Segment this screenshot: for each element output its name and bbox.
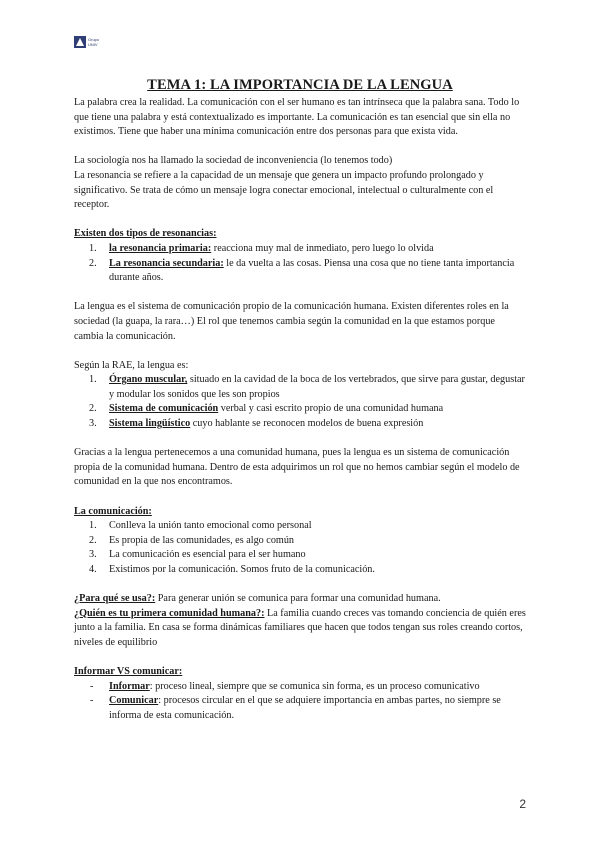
list-term: Comunicar [109,695,159,707]
rae-list [74,373,526,431]
list-item [74,548,526,563]
list-text: Existimos por la comunicación. Somos fruto de la comunicación. [109,564,375,575]
list-text: verbal y casi escrito propio de una comunidad humana [218,403,444,415]
list-term: Informar [109,680,150,692]
list-text: cuyo hablante se reconocen modelos de buena expresión [190,418,424,430]
gracias-paragraph: Gracias a la lengua pertenecemos a una comunidad humana, pues la lengua es un sistema de comunicación propia de la comunidad humana. Dentro de esta adquirimos un rol que no hemos cambiar según el modelo de comunidad en la que nos encontramos. [74,447,520,488]
list-text: reacciona muy mal de inmediato, pero luego lo olvida [211,242,434,254]
list-text: La comunicación es esencial para el ser humano [109,549,306,561]
logo-text [88,37,99,47]
tipos-heading: Existen dos tipos de resonancias: [74,228,217,240]
comunicacion-heading: La comunicación: [74,505,152,517]
list-term: La resonancia secundaria: [109,257,224,269]
list-number: 2. [89,534,97,546]
list-item [74,417,526,432]
lengua-paragraph: La lengua es el sistema de comunicación propio de la comunicación humana. Existen diferentes roles en la sociedad (la guapa, la rara…) El rol que tenemos cambia según la comunidad en la que estamos porque cambia la comunicación. [74,301,509,342]
list-number: 3. [89,549,97,561]
rae-heading: Según la RAE, la lengua es: [74,359,189,371]
intro-paragraph: La palabra crea la realidad. La comunicación con el ser humano es tan intrínseca que la palabra sana. Todo lo que tiene una palabra y está contextualizado es importante. La comunicación es tan esencial que sin ella no existimos. Tiene que haber una mínima comunicación entre dos personas para que exista vida. [74,97,520,138]
list-term: Sistema de comunicación [109,403,219,415]
list-text: : proceso lineal, siempre que se comunica sin forma, es un proceso comunicativo [149,680,480,692]
list-item [74,373,526,402]
list-text: situado en la cavidad de la boca de los vertebrados, que sirve para gustar, degustar y modular los sonidos que les son propios [109,374,525,400]
primera-paragraph [74,607,526,651]
list-item [74,402,526,417]
primera-answer: La familia cuando creces vas tomando conciencia de quién eres junto a la familia. En casa se forma dinámicas familiares que hacen que todos tengan sus roles creando cortos, niveles de equilibrio [74,607,526,648]
logo-icon [74,36,86,48]
list-number: 4. [89,564,97,575]
list-term: Órgano muscular, [109,374,188,386]
list-item [74,563,526,578]
list-item [74,694,526,723]
list-dash: - [90,695,94,707]
list-text: Conlleva la unión tanto emocional como personal [109,520,312,532]
list-number: 3. [89,418,97,430]
list-number: 2. [89,403,97,415]
logo [74,36,134,50]
list-text: Es propia de las comunidades, es algo común [109,534,295,546]
page-title: TEMA 1: LA IMPORTANCIA DE LA LENGUA [147,77,453,93]
informar-heading: Informar VS comunicar: [74,666,183,678]
informar-list [74,680,526,724]
list-dash: - [90,680,94,692]
document-body [74,76,526,724]
list-item [74,257,526,286]
list-number: 1. [89,242,97,254]
para-que-answer: Para generar unión se comunica para formar una comunidad humana. [155,593,441,605]
list-text: : procesos circular en el que se adquiere importancia en ambas partes, no siempre se informa de esta comunicación. [109,695,501,721]
page-number: 2 [519,797,526,811]
resonancia-paragraph: La resonancia se refiere a la capacidad de un mensaje que genera un impacto profundo prolongado y significativo. Se trata de cómo un mensaje logra conectar emocional, intelectual o culturalmente con el receptor. [74,169,494,211]
para-que-paragraph [74,592,526,607]
logo-line-1: Grupo [88,37,100,42]
list-term: la resonancia primaria: [109,242,212,254]
sociologia-paragraph: La sociología nos ha llamado la sociedad de inconveniencia (lo tenemos todo) [74,155,393,167]
list-text: le da vuelta a las cosas. Piensa una cosa que no tiene tanta importancia durante años. [109,257,515,284]
logo-line-2: UNIV [88,42,98,47]
tipos-list [74,242,526,286]
list-number: 1. [89,374,97,386]
para-que-question: ¿Para qué se usa?: [74,593,156,605]
list-item [74,242,526,257]
list-number: 2. [89,257,97,269]
comunicacion-list [74,519,526,577]
list-term: Sistema lingüístico [109,418,191,430]
list-number: 1. [89,520,97,532]
list-item [74,680,526,695]
list-item [74,519,526,534]
primera-question: ¿Quién es tu primera comunidad humana?: [74,607,265,619]
list-item [74,534,526,549]
